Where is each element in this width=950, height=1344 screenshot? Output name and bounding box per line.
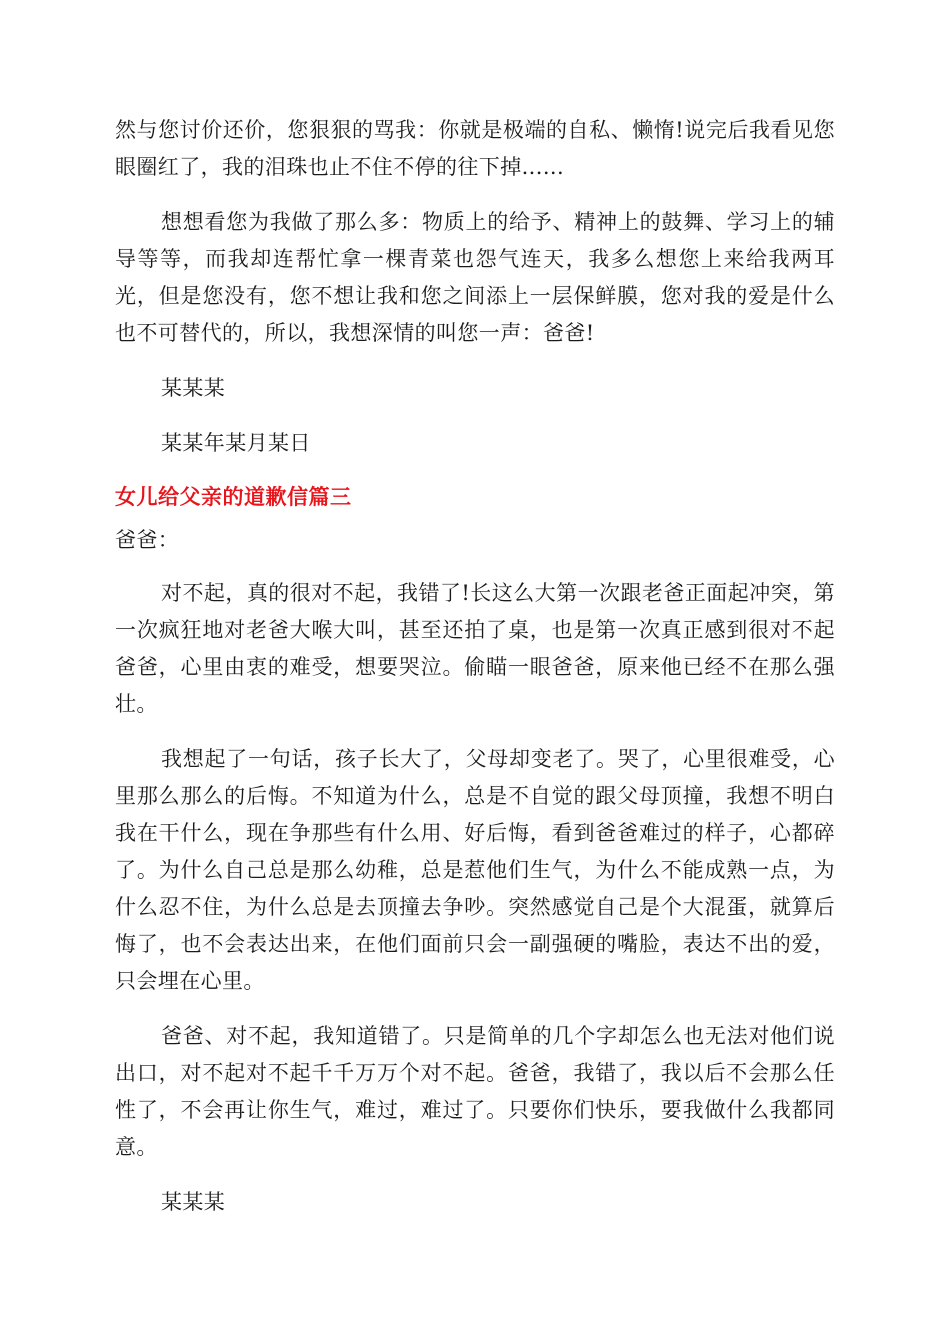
letter-salutation: 爸爸： — [115, 528, 180, 552]
signature-name: 某某某 — [161, 1190, 226, 1214]
body-paragraph: 对不起，真的很对不起，我错了!长这么大第一次跟老爸正面起冲突，第一次疯狂地对老爸大喉大叫，甚至还拍了桌，也是第一次真正感到很对不起爸爸，心里由衷的难受，想要哭泣。偷瞄一眼爸爸，原来他已经不在那么强壮。 — [115, 581, 835, 716]
signature-name: 某某某 — [161, 376, 226, 400]
body-paragraph: 我想起了一句话，孩子长大了，父母却变老了。哭了，心里很难受，心里那么那么的后悔。不知道为什么，总是不自觉的跟父母顶撞，我想不明白我在干什么，现在争那些有什么用、好后悔，看到爸爸难过的样子，心都碎了。为什么自己总是那么幼稚，总是惹他们生气，为什么不能成熟一点，为什么忍不住，为什么总是去顶撞去争吵。突然感觉自己是个大混蛋，就算后悔了，也不会表达出来，在他们面前只会一副强硬的嘴脸，表达不出的爱，只会埋在心里。 — [115, 747, 835, 993]
body-paragraph: 爸爸、对不起，我知道错了。只是简单的几个字却怎么也无法对他们说出口，对不起对不起千千万万个对不起。爸爸，我错了，我以后不会那么任性了，不会再让你生气，难过，难过了。只要你们快乐，要我做什么我都同意。 — [115, 1024, 835, 1159]
section-heading: 女儿给父亲的道歉信篇三 — [115, 485, 352, 509]
body-paragraph: 然与您讨价还价，您狠狠的骂我：你就是极端的自私、懒惰!说完后我看见您眼圈红了，我的泪珠也止不住不停的往下掉...... — [115, 118, 835, 179]
body-paragraph: 想想看您为我做了那么多：物质上的给予、精神上的鼓舞、学习上的辅导等等，而我却连帮忙拿一棵青菜也怨气连天，我多么想您上来给我两耳光，但是您没有，您不想让我和您之间添上一层保鲜膜，您对我的爱是什么也不可替代的，所以，我想深情的叫您一声：爸爸! — [115, 210, 835, 345]
document-page — [115, 112, 835, 1239]
signature-date: 某某年某月某日 — [161, 431, 311, 455]
